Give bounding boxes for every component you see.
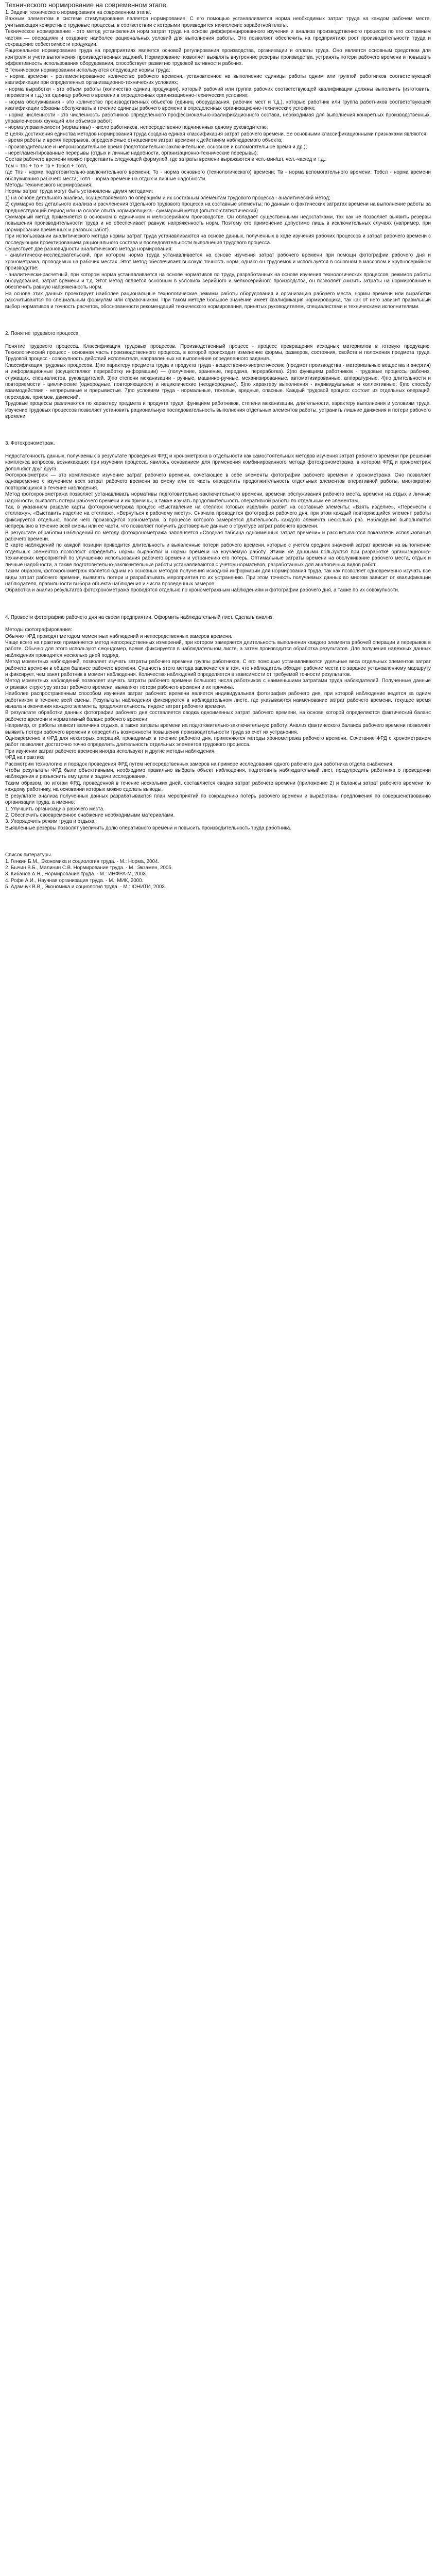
paragraph: 2) суммарно без детального анализа и расчленения отдельного трудового процесса на составные элементы; по данным о фактических затратах времени на выполнение работы за предшествующий период или на основе опыта нормировщика - суммарный метод (опытно-статистический). — [5, 201, 432, 214]
paragraph: Понятие трудового процесса. Классификация трудовых процессов. Производственный процесс - процесс превращения исходных материалов в готовую продукцию. Технологический процесс - основная часть производственного процесса, в которой происходит изменение формы, размеров, состояния, свойств и положения предмета труда. Трудовой процесс - совокупность действий исполнителя, направленных на выполнение определенного задания. — [5, 343, 432, 362]
paragraph: 4. Провести фотографию рабочего дня на своем предприятии. Оформить наблюдательный лист. Сделать анализ. — [5, 614, 274, 620]
paragraph: - время работы и время перерывов, определяемые отношением затрат времени к действиям наблюдаемого объекта; — [5, 138, 283, 144]
paragraph: Метод моментных наблюдений позволяет изучать затраты рабочего времени большого числа работников с наименьшими затратами труда наблюдателей. Полученные данные отражают структуру затрат рабочего времени, выявляют потери рабочего времени и их причины. — [5, 678, 432, 690]
section — [5, 10, 431, 310]
paragraph: В результате обработки наблюдений по методу фотохронометража заполняется «Сводная таблица одноименных затрат времени» и рассчитываются показатели использования рабочего времени. — [5, 530, 432, 543]
paragraph: Например, от работы зависит величина отдыха, а также затраты времени на подготовительно-заключительную работу. Анализ фактического баланса рабочего времени позволяет выявить потери рабочего времени и определить возможности повышения производительности труда за счет их устранения. — [5, 723, 432, 735]
paragraph: Фотохронометраж — это комплексное изучение затрат рабочего времени, сочетающее в себе элементы фотографии рабочего времени и хронометража. Оно позволяет одновременно с изучением всех затрат рабочего времени за смену или ее часть определить продолжительность отдельных элементов оперативной работы, многократно повторяющихся в течение наблюдения. — [5, 472, 432, 491]
paragraph: В результате обработки данных фотографии рабочего дня составляется сводка одноименных затрат рабочего времени, на основе которой определяются фактический баланс рабочего времени и нормативный баланс рабочего времени. — [5, 710, 432, 722]
paragraph: 1. Улучшить организацию рабочего места. — [5, 806, 104, 812]
section-spacer — [5, 621, 431, 627]
paragraph: При использовании аналитического метода нормы затрат труда устанавливаются на основе данных, полученных в ходе изучения рабочих процессов и затрат рабочего времени с последующим проектированием рационального состава и последовательности выполнения трудового процесса. — [5, 233, 432, 246]
document-title: Технического нормирование на современном этапе — [5, 1, 166, 9]
paragraph: - производительное и непроизводительное время (подготовительно-заключительное, основное и вспомогательное время и др.); — [5, 144, 307, 150]
section — [5, 331, 431, 337]
paragraph: где Тпз - норма подготовительно-заключительного времени; То - норма основного (технологического) времени; Тв - норма вспомогательного времени; Тобсл - норма времени обслуживания рабочего места; Тотл - норма времени на отдых и личные надобности. — [5, 170, 432, 182]
paragraph: Таким образом, фотохронометраж является одним из основных методов получения исходной информации для нормирования труда, так как позволяет одновременно изучать все виды затрат рабочего времени, выявлять потери и разрабатывать мероприятия по их устранению. При этом точность получаемых данных во многом зависит от квалификации наблюдателя, правильности выбора объекта наблюдения и числа проведенных замеров. — [5, 568, 432, 587]
paragraph: - норма управляемости (нормативы) - число работников, непосредственно подчиненных одному руководителю; — [5, 125, 268, 131]
paragraph: Методы фотографирования: — [5, 627, 72, 633]
section-spacer — [5, 447, 431, 453]
paragraph: Обработка и анализ результатов фотохронометража проводятся отдельно по хронометражным наблюдениям и фотографии рабочего дня, а также по их совокупности. — [5, 587, 399, 594]
paragraph: 4. Рофе А.И., Научная организация труда. - М.: МИК, 2000. — [5, 877, 144, 884]
paragraph: - норма выработки - это объем работы (количество единиц продукции), который рабочий или группа рабочих соответствующей квалификации должны выполнить (изготовить, перевезти и т.д.) за единицу рабочего времени в определенных организационно-технических условиях; — [5, 86, 432, 99]
paragraph: - нерегламентированные перерывы (отдых и личные надобности, организационно-технические перерывы); — [5, 150, 258, 156]
paragraph: Рассмотрим технологию и порядок проведения ФРД путем непосредственных замеров на примере исследования одного рабочего дня работника отдела снабжения. — [5, 761, 394, 767]
paragraph: Состав рабочего времени можно представить следующей формулой, где затраты времени выражаются в чел.-мин/шт, чел.-час/ед и т.д.: — [5, 157, 327, 163]
paragraph: Выявленные резервы позволят увеличить долю оперативного времени и повысить производительность труда работника. — [5, 825, 291, 831]
document — [0, 0, 436, 891]
paragraph: В карте наблюдений по каждой позиции приводится длительность и выявленные потери рабочего времени, которые с учетом средних значений затрат времени на выполнение отдельных элементов позволяют определить нормы выработки и нормы времени на изучаемую работу. Этими же данными пользуются при разработке организационно-технических мероприятий по улучшению использования рабочего времени и устранению его потерь. Оптимальные затраты времени на обслуживание рабочего места, отдых и личные надобности, а также подготовительно-заключительные работы устанавливаются с учетом нормативов, разработанных для аналогичных видов работ. — [5, 543, 432, 568]
paragraph: - норма времени - регламентированное количество рабочего времени, установленное на выполнение единицы работы одним или группой работников соответствующей квалификации при определенных организационно-технических условиях; — [5, 74, 432, 86]
paragraph: Рациональное нормирование труда на предприятиях является основой регулирования производства, организации и оплаты труда. Оно является основным средством для контроля и учета выполнения производственных заданий. Нормирование позволяет выявлять внутренние резервы производства, устранять потери рабочего времени и повышать эффективность использования оборудования, способствует развитию трудовой активности рабочих. — [5, 48, 432, 67]
paragraph: - аналитически-исследовательский, при котором норма труда устанавливается на основе изучения затрат рабочего времени при помощи фотографии рабочего дня и хронометража, проводимых на рабочих местах. Этот метод обеспечивает высокую точность норм, однако он трудоемок и используется в основном в массовом и крупносерийном производстве; — [5, 252, 432, 272]
paragraph: При изучении затрат рабочего времени иногда используют и другие методы наблюдения. — [5, 748, 216, 754]
section — [5, 453, 431, 594]
paragraph: Метод фотохронометража позволяет устанавливать нормативы подготовительно-заключительного времени, времени обслуживания рабочего места, времени на отдых и личные надобности, выявлять потери рабочего времени и их причины, а также изучать продолжительность оперативной работы по отдельным ее элементам. — [5, 492, 432, 504]
paragraph: Тсм = Тпз + То + Тв + Тобсл + Тотл, — [5, 163, 88, 169]
paragraph: Существует две разновидности аналитического метода нормирования: — [5, 246, 173, 252]
paragraph: В техническом нормировании используются следующие нормы труда: — [5, 67, 170, 73]
paragraph: 3. Кибанов А.Я., Нормирование труда. - М.: ИНФРА-М, 2003. — [5, 871, 147, 877]
paragraph: 2. Понятие трудового процесса. — [5, 331, 80, 337]
paragraph: Классификация трудовых процессов. 1)по характеру предмета труда и продукта труда - вещественно-энергетические (предмет производства - материальные вещества и энергия) и информационные (осуществляют переработку информации) — (получение, хранение, передача, переработка). 2)по функциям работников - трудовые процессы рабочих, служащих, специалистов, руководителей. 3)по степени механизации - ручные, машинно-ручные, механизированные, автоматизированные, аппаратурные. 4)по длительности и повторяемости - циклические (однородные, повторяющиеся) и нециклические (неоднородные). 5)по характеру выполнения - индивидуальные и коллективные; 6)по способу взаимодействия - непрерывные и прерывистые. 7)по условиям труда - нормальные, тяжелые, вредные, опасные. Каждый трудовой процесс состоит из отдельных операций, переходов, приемов, движений. — [5, 362, 432, 400]
paragraph: Метод моментных наблюдений, позволяет изучать затраты рабочего времени группы работников. С его помощью устанавливаются удельные веса отдельных элементов затрат рабочего времени в общем балансе рабочего времени. Сущность этого метода заключается в том, что наблюдатель обходит рабочие места по заранее установленному маршруту и фиксирует, чем занят работник в момент наблюдения. Количество наблюдений определяется в зависимости от требуемой точности результатов. — [5, 659, 432, 677]
paragraph: Недостаточность данных, получаемых в результате проведения ФРД и хронометража в отдельности как самостоятельных методов изучения затрат рабочего времени при решении комплекса вопросов, возникающих при изучении процесса, явилось основанием для применения комбинированного метода фотохронометража, в котором ФРД и хронометраж дополняют друг друга. — [5, 453, 432, 472]
paragraph: ФРД на практике — [5, 755, 45, 761]
paragraph: Суммарный метод применяется в основном в единичном и мелкосерийном производстве. Он обладает существенными недостатками, так как не позволяет выявить резервы повышения производительности труда и не обеспечивает равную напряженность норм. Поэтому его применение допустимо лишь в исключительных случаях (например, при нормировании временных и разовых работ). — [5, 214, 432, 233]
section-spacer — [5, 420, 431, 440]
section-spacer — [5, 337, 431, 344]
section — [5, 344, 431, 420]
paragraph: Так, в указанном разделе карты фотохронометража процесс «Выставление на стеллаж готовых изделий» разбит на составные элементы: «Взять изделие», «Перенести к стеллажу», «Выставить изделие на стеллаж», «Вернуться к рабочему месту». Сначала проводится фотография рабочего дня, при этом каждый повторяющийся элемент работы фиксируется отдельно, после чего производится хронометраж, в процессе которого замеряется длительность каждого элемента несколько раз. Наблюдения выполняются непрерывно в течение всей смены или ее части, что позволяет получить достоверные данные о структуре затрат рабочего времени. — [5, 504, 432, 530]
section-spacer — [5, 594, 431, 615]
paragraph: В результате анализа полученных данных разрабатываются план мероприятий по сокращению потерь рабочего времени и выработаны предложения по совершенствованию организации труда, а именно: — [5, 793, 432, 806]
paragraph: 2. Бычин В.Б., Малинин С.В. Нормирование труда. - М.: Экзамен, 2005. — [5, 865, 173, 871]
paragraph: - норма обслуживания - это количество производственных объектов (единиц оборудования, рабочих мест и т.д.), которые работник или группа работников соответствующей квалификации обязаны обслуживать в течение единицы рабочего времени в определенных организационно-технических условиях; — [5, 99, 432, 112]
paragraph: Трудовые процессы различаются по характеру предмета и продукта труда, функциям работников, степени механизации, длительности, характеру выполнения и условиям труда. Изучение трудовых процессов позволяет установить рациональную последовательность выполнения отдельных элементов работы, устранить лишние движения и потери рабочего времени. — [5, 401, 432, 419]
section — [5, 852, 431, 890]
document-body — [5, 10, 431, 891]
paragraph: 5. Адамчук В.В., Экономика и социология труда. - М.: ЮНИТИ, 2003. — [5, 884, 166, 890]
paragraph: Важным элементом в системе стимулирования является нормирование. С его помощью устанавливается норма необходимых затрат труда на каждом рабочем месте, учитывающая конкретные трудовые процессы, в соответствии с которыми производится начисление заработной платы. — [5, 16, 432, 28]
paragraph: 1) на основе детального анализа, осуществляемого по операциям и их составным элементам трудового процесса - аналитический метод; — [5, 195, 330, 201]
paragraph: - норма численности - это численность работников определенного профессионально-квалификационного состава, необходимая для выполнения конкретных производственных, управленческих функций или объемов работ; — [5, 112, 432, 124]
paragraph: Методы технического нормирования: — [5, 182, 93, 188]
paragraph: 3. Упорядочить режим труда и отдыха. — [5, 819, 96, 825]
paragraph: 2. Обеспечить своевременное снабжение необходимыми материалами. — [5, 812, 175, 818]
paragraph: Таким образом, по итогам ФРД, проведенной в течение нескольких дней, составляется сводка затрат рабочего времени (приложение 2) и балансы затрат рабочего времени по каждому работнику, на основании которых можно сделать выводы. — [5, 780, 432, 793]
paragraph: Одновременно в ФРД для некоторых операций, проводимых в течение рабочего дня, применяются методы хронометража рабочего времени. Сочетание ФРД с хронометражем работ позволяет достаточно точно определить длительность отдельных элементов трудового процесса. — [5, 736, 432, 748]
paragraph: - аналитически-расчетный, при котором норма устанавливается на основе нормативов по труду, разработанных на основе изучения технологических процессов, режимов работы оборудования, затрат времени и т.д. Этот метод является основным в условиях серийного и мелкосерийного производства, он позволяет снизить затраты на нормирование и обеспечить равную напряженность норм. — [5, 272, 432, 291]
section-spacer — [5, 832, 431, 852]
section — [5, 627, 431, 832]
paragraph: Обычно ФРД проводят методом моментных наблюдений и непосредственных замеров времени. — [5, 633, 233, 639]
paragraph: Список литературы — [5, 852, 51, 858]
paragraph: 3. Фотохронометраж. — [5, 440, 55, 447]
section — [5, 615, 431, 621]
section — [5, 440, 431, 447]
paragraph: Нормы затрат труда могут быть установлены двумя методами: — [5, 189, 153, 195]
paragraph: Чтобы результаты ФРД были объективными, необходимо правильно выбрать объект наблюдения, подготовить наблюдательный лист, предупредить работника о проведении наблюдения и разъяснить ему цели и задачи исследования. — [5, 768, 432, 780]
paragraph: Техническое нормирование - это метод установления норм затрат труда на основе дифференцированного изучения и анализа производственного процесса по его составным частям — операциям и создание наиболее рациональных условий для выполнения работы. Это позволяет обеспечить на предприятиях рост производительности труда и сокращение себестоимости продукции. — [5, 29, 432, 48]
paragraph: 1. Генкин Б.М., Экономика и социология труда. - М.: Норма, 2004. — [5, 858, 160, 865]
paragraph: 1. Задачи технического нормирования на современном этапе. — [5, 10, 151, 15]
paragraph: В целях достижения единства методов нормирования труда создана единая классификация затрат рабочего времени. Ее основными классификационными признаками являются: — [5, 131, 428, 137]
paragraph: На основе этих данных проектирует наиболее рациональные технологические режимы работы оборудования и организацию рабочего места, нормы времени или выработки рассчитываются по специальным формулам или справочникам. При таком методе большое значение имеет квалификация нормировщика, так как от него зависит правильный выбор нормативов и точность расчетов, обоснованности рекомендаций технического нормирования, принятых руководителем, специалистами и техническими исполнителями. — [5, 291, 432, 310]
paragraph: Чаще всего на практике применяется метод непосредственных измерений, при котором замеряется длительность выполнения каждого элемента рабочей операции и перерывов в работе. Обычно для этого используют секундомер, время фиксируется в наблюдательном листе, а затем производится обработка результатов. Для получения надежных данных наблюдения проводятся несколько дней подряд. — [5, 639, 432, 658]
section-spacer — [5, 310, 431, 331]
paragraph: Наиболее распространенным способом изучения затрат рабочего времени является индивидуальная фотография рабочего дня, при которой наблюдение ведется за одним работником в течение всей смены. Результаты наблюдения фиксируются в наблюдательном листе, где указываются наименование затрат рабочего времени, текущее время начала и окончания каждого элемента, продолжительность, индекс затрат рабочего времени. — [5, 691, 432, 709]
